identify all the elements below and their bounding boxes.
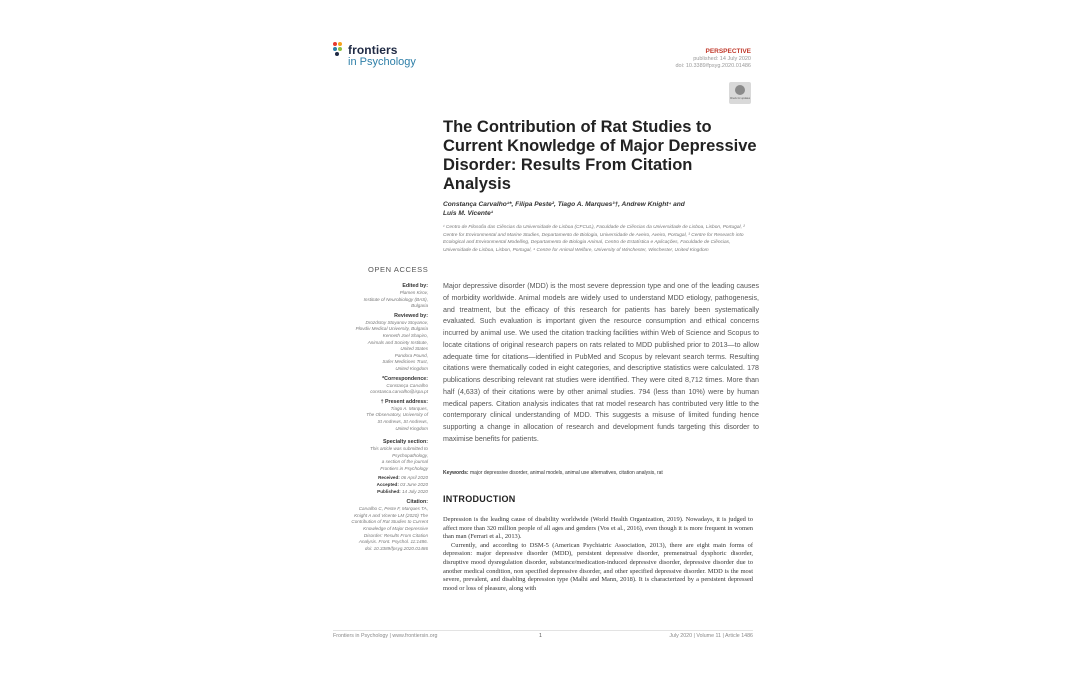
citation-line: Knight A and Vicente LM (2020) The [354, 512, 428, 518]
received-value: 06 April 2020 [401, 475, 428, 481]
reviewer-line: United Kingdom [395, 365, 428, 371]
specialty-label: Specialty section: [382, 439, 428, 446]
introduction-body [443, 516, 753, 593]
present-address-label: † Present address: [380, 398, 428, 405]
address-line: Tiago A. Marques, [390, 405, 428, 411]
crossmark-label: Check for updates [729, 97, 751, 100]
reviewer-line: Kenneth Joel Shapiro, [382, 332, 428, 338]
footer-divider [333, 630, 753, 631]
present-address [328, 399, 428, 432]
edited-by [328, 283, 428, 310]
authors-line: Luís M. Vicente¹ [443, 210, 493, 217]
correspondence-name: Constança Carvalho [386, 382, 428, 388]
reviewed-by-label: Reviewed by: [394, 312, 428, 319]
address-line: St Andrews, St Andrews, [377, 418, 428, 424]
citation-line: Contribution of Rat Studies to Current [351, 519, 428, 525]
open-access-label: OPEN ACCESS [368, 265, 429, 274]
abstract: Major depressive disorder (MDD) is the most severe depression type and one of the leading causes of morbidity worldwide. Animal models are widely used to understand MDD etiology, pathogenesis, and treatment, but the efficacy of this research for patients has barely been systematically evaluated. Such evaluation is important given the resource consumption and ethical concerns incurred by animal use. We used the citation tracking facilities within Web of Science and Scopus to locate citations of original research papers on rats related to MDD published prior to 2013—to allow adequate time for citations—identified in PubMed and Scopus by relevant search terms. Resulting citations were thematically coded in eight categories, and descriptive statistics were calculated. 178 publications describing relevant rat studies were identified. They were cited 8,712 times. More than half (4,633) of their citations were by other animal studies. 794 (less than 10%) were by human medical papers. Citation analysis indicates that rat model research has contributed very little to the contemporary clinical understanding of MDD. This suggests a misuse of limited funding hence supporting a change in allocation of research and development funds targeting this disorder to maximise benefits for patients. [443, 282, 759, 443]
edited-by-label: Edited by: [402, 283, 428, 289]
citation-label: Citation: [406, 499, 428, 506]
citation-line: Analysis. Front. Psychol. 11:1486. [358, 539, 428, 545]
keywords [443, 470, 759, 476]
paragraph: Depression is the leading cause of disability worldwide (World Health Organization, 2019). Nowadays, it is judged to affect more than 320 million people of all ages and genders (Vos et al., 2016), even though it is more frequent in women than man (Ferrari et al., 2013). [443, 516, 753, 541]
citation-line: Knowledge of Major Depressive [363, 526, 428, 532]
editor-line: Plamen Kirov, [399, 290, 428, 295]
address-line: The Observatory, University of [366, 412, 428, 418]
reviewer-line: Pandora Pound, [394, 352, 428, 358]
received-date [328, 475, 428, 482]
article-type: PERSPECTIVE [705, 48, 751, 55]
author-list [443, 200, 763, 218]
citation [328, 499, 428, 552]
published-date-side [328, 489, 428, 496]
published-date: published: 14 July 2020 [693, 56, 751, 62]
footer-issue: July 2020 | Volume 11 | Article 1486 [669, 633, 753, 639]
specialty-line: Psychopathology, [392, 452, 428, 458]
paragraph: Currently, and according to DSM-5 (American Psychiatric Association, 2013), there are eight main forms of depression: major depressive disorder (MDD), persistent depressive disorder, premenstrual dysphoric disorder, disruptive mood dysregulation disorder, substance/medication-induced depressive disorder, depressive disorder due to another medical condition, non specified depressive disorder, and other specified depressive disorder. MDD is the most severe, prevalent, and disabling depression type (Malhi and Mann, 2018). It is characterized by a persistent depressed mood or loss of pleasure, along with [443, 541, 753, 592]
published-label: Published: [377, 488, 401, 494]
logo-title: frontiers [348, 43, 398, 57]
reviewer-line: Animals and Society Institute, [367, 339, 428, 345]
section-heading-introduction: INTRODUCTION [443, 494, 516, 504]
accepted-date [328, 482, 428, 489]
correspondence-label: *Correspondence: [382, 375, 428, 382]
published-value: 14 July 2020 [401, 488, 428, 494]
specialty-line: Frontiers in Psychology [380, 465, 428, 471]
publication-info [675, 56, 751, 70]
doi[interactable]: doi: 10.3389/fpsyg.2020.01486 [675, 63, 751, 69]
address-line: United Kingdom [395, 425, 428, 431]
citation-line: Carvalho C, Peste F, Marques TA, [358, 506, 428, 512]
logo-subtitle: in Psychology [348, 56, 416, 68]
article-sidebar [328, 283, 428, 555]
correspondence [328, 376, 428, 396]
reviewer-line: Drozdstoy Stoyanov Stoyanov, [365, 319, 428, 325]
footer-journal[interactable]: Frontiers in Psychology | www.frontiersin.org [333, 633, 438, 639]
reviewed-by [328, 313, 428, 373]
received-label: Received: [378, 475, 400, 481]
accepted-label: Accepted: [376, 482, 399, 488]
affiliations: ¹ Centro de Filosofia das Ciências da Universidade de Lisboa (CFCUL), Faculdade de Ciências da Universidade de Lisboa, Lisbon, Portugal, ² Centre for Environmental and Marine Studies, Departamento de Biologia, Universidade de Aveiro, Aveiro, Portugal, ³ Centre for Research into Ecological and Environmental Modelling, Departamento de Biologia Animal, Centro de Estatística e Aplicações, Faculdade de Ciências, Universidade de Lisboa, Lisbon, Portugal, ⁴ Centre for Animal Welfare, University of Winchester, Winchester, United Kingdom [443, 225, 745, 253]
specialty-line: a section of the journal [381, 459, 428, 465]
reviewer-line: Safer Medicines Trust, [382, 359, 428, 365]
reviewer-line: Plovdiv Medical University, Bulgaria [355, 326, 428, 332]
page-number: 1 [539, 633, 542, 639]
crossmark-icon [735, 85, 745, 95]
authors-line: Constança Carvalho¹*, Filipa Peste², Tiago A. Marques³†, Andrew Knight⁴ and [443, 201, 685, 208]
article-title: The Contribution of Rat Studies to Current Knowledge of Major Depressive Disorder: Results From Citation Analysis [443, 118, 757, 193]
reviewer-line: United States [400, 346, 428, 352]
editor-line: Institute of Neurobiology (BAS), [363, 296, 428, 302]
correspondence-email[interactable]: constanca.carvalho@ispa.pt [370, 389, 428, 395]
crossmark-badge[interactable] [729, 82, 751, 104]
citation-line: Disorder: Results From Citation [363, 532, 428, 538]
specialty-line: This article was submitted to [370, 446, 428, 452]
keywords-list: major depressive disorder, animal models, animal use alternatives, citation analysis, rat [469, 470, 663, 476]
dates [328, 475, 428, 495]
keywords-label: Keywords: [443, 470, 469, 476]
frontiers-logo-icon [333, 42, 345, 56]
specialty-section [328, 439, 428, 472]
editor-line: Bulgaria [411, 303, 428, 309]
citation-line: doi: 10.3389/fpsyg.2020.01486 [364, 545, 428, 551]
accepted-value: 03 June 2020 [400, 482, 428, 488]
journal-logo [333, 42, 433, 70]
